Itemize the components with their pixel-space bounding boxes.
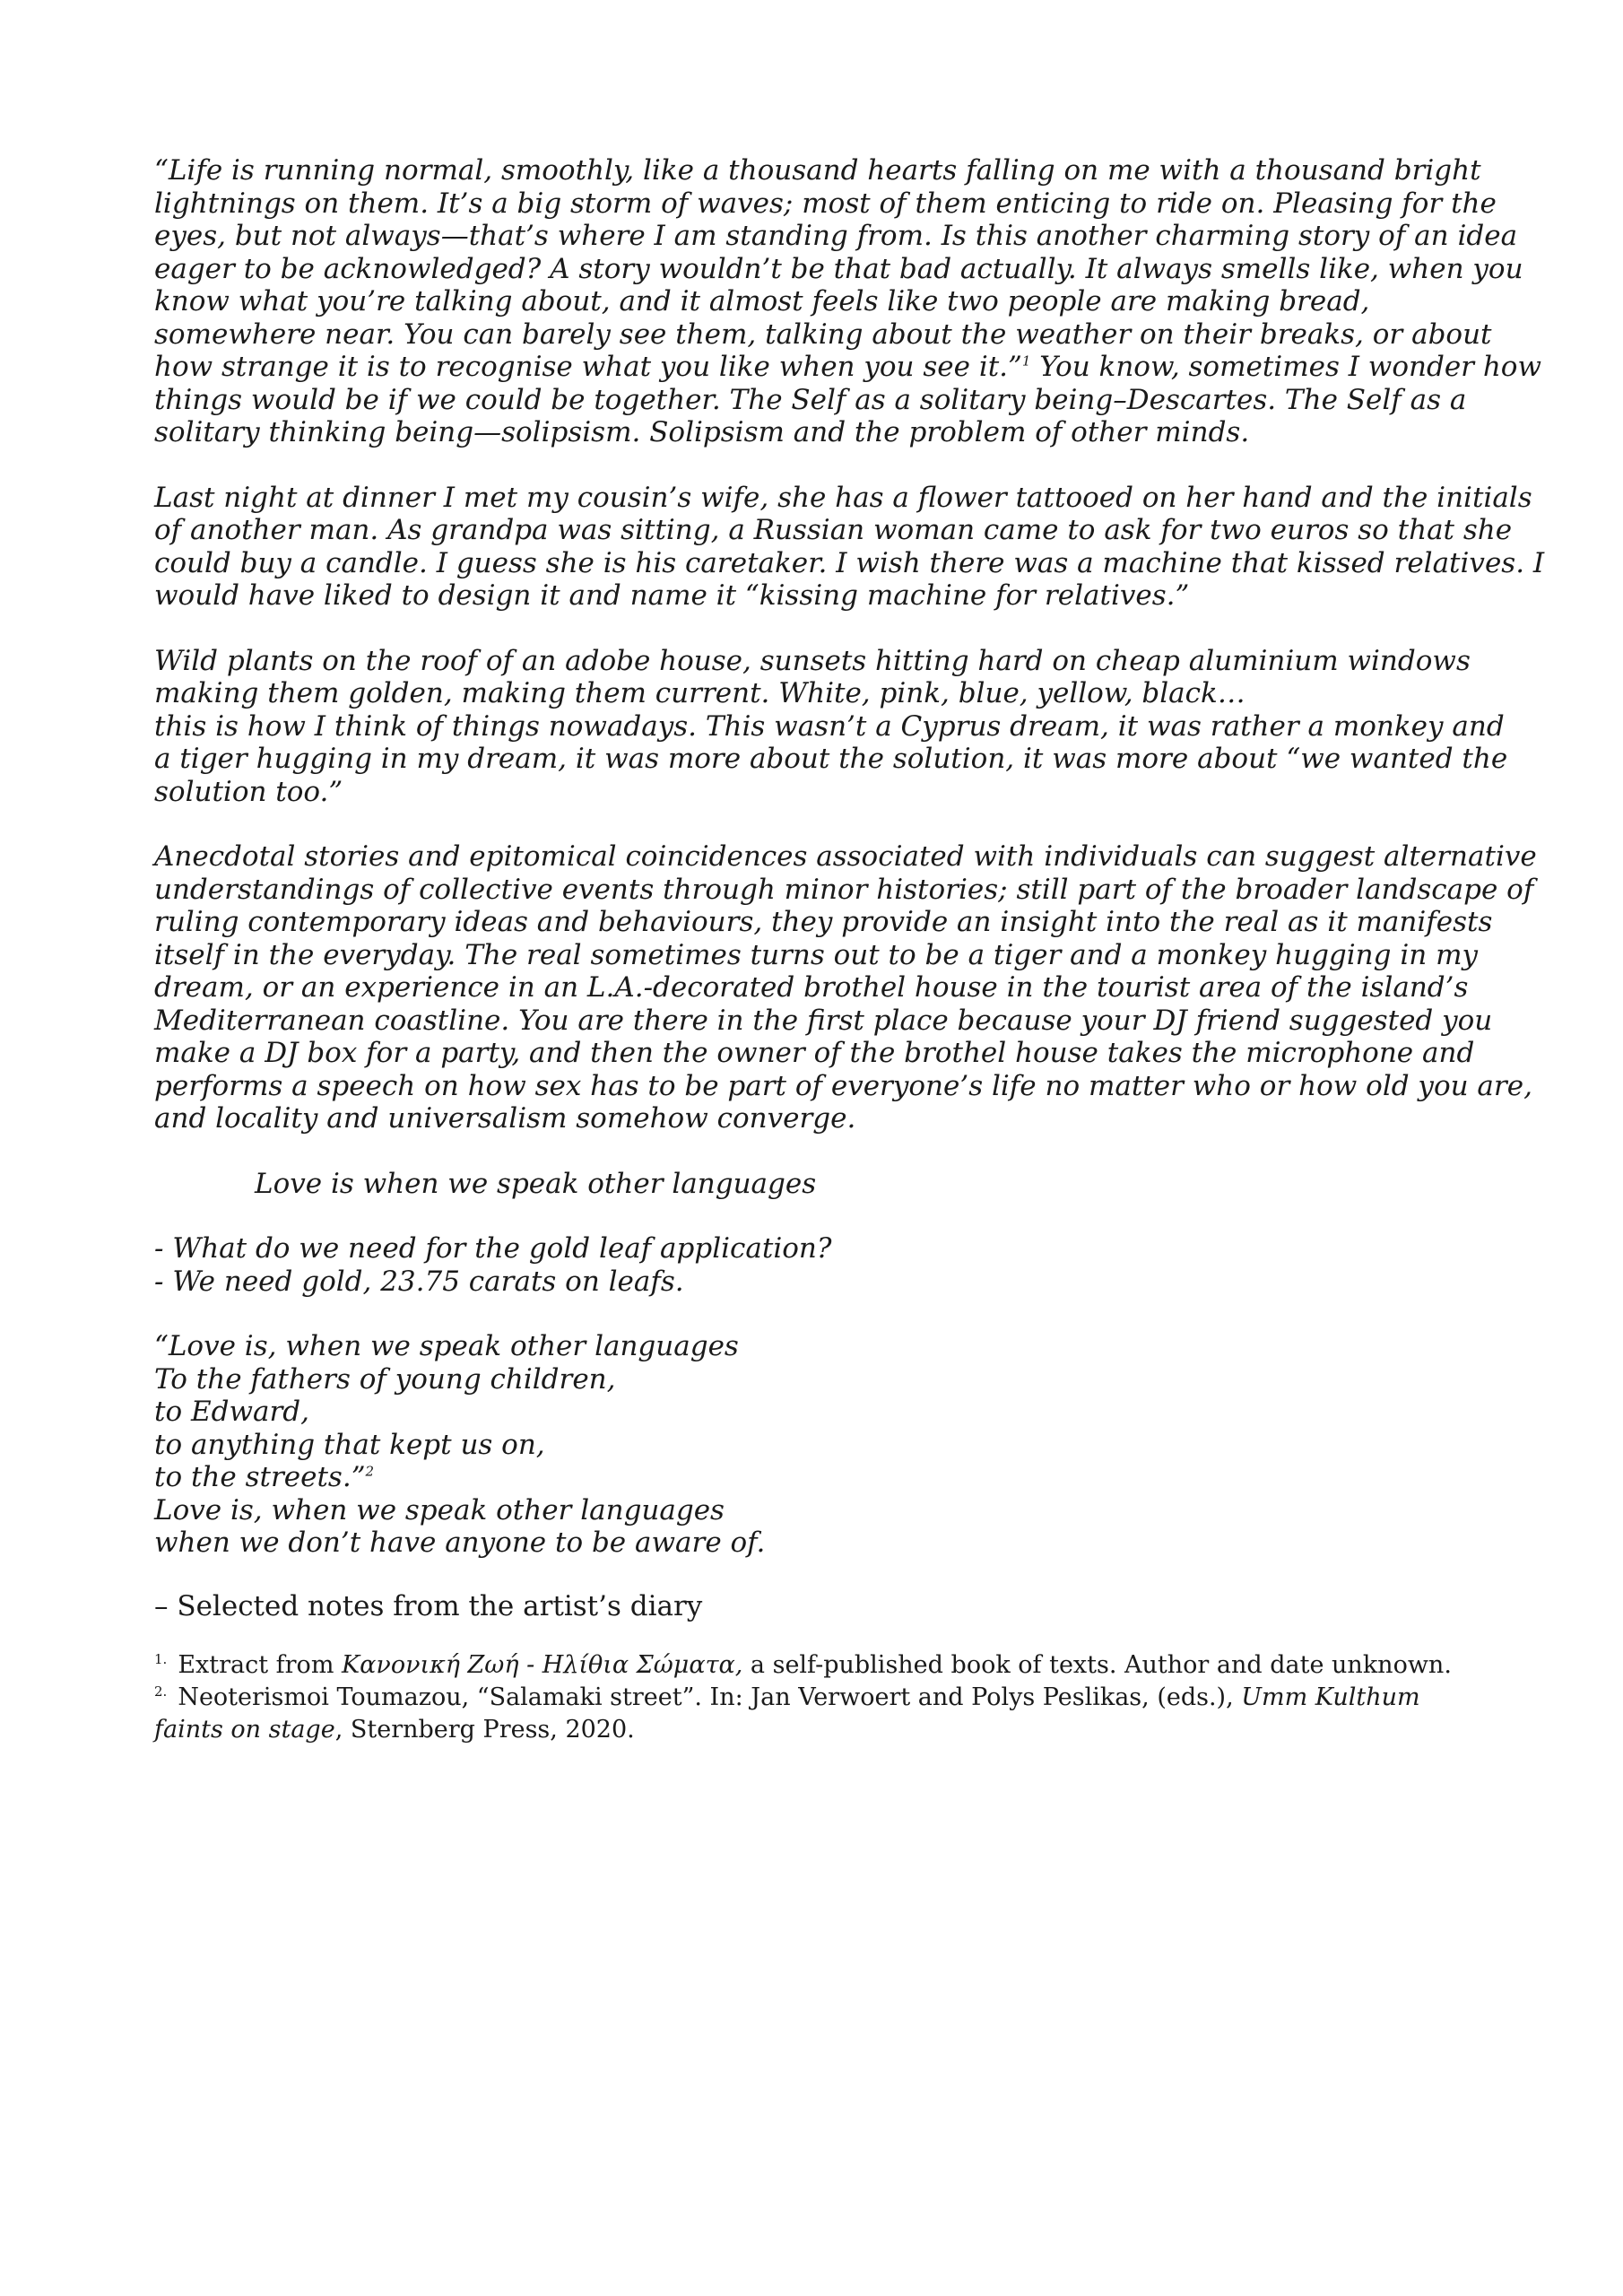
footnote-ref-1: 1 xyxy=(1021,352,1031,370)
poem-line-with-footnote xyxy=(154,1461,1490,1494)
text-line: would have liked to design it and name it “kissing machine for relatives.” xyxy=(154,579,1190,612)
text-line: solitary thinking being—solipsism. Solipsism and the problem of other minds. xyxy=(154,416,1250,448)
footnote-text: Extract from xyxy=(178,1651,342,1679)
footnote-number: 1. xyxy=(154,1651,168,1667)
footnote-1 xyxy=(154,1649,1490,1682)
text-line: make a DJ box for a party, and then the owner of the brothel house takes the microphone and xyxy=(154,1037,1475,1069)
text-line: ruling contemporary ideas and behaviours, they provide an insight into the real as it manifests xyxy=(154,906,1493,938)
text-line: Mediterranean coastline. You are there in the first place because your DJ friend suggested you xyxy=(154,1004,1493,1037)
poem-line: when we don’t have anyone to be aware of. xyxy=(154,1526,766,1559)
text-fragment: You know, sometimes I wonder how xyxy=(1030,351,1542,383)
footnote-title: faints on stage xyxy=(154,1716,335,1744)
footnote-title: Κανονική Ζωή - Ηλίθια Σώματα, xyxy=(342,1651,743,1679)
dialogue xyxy=(154,1232,1490,1298)
text-line: making them golden, making them current. White, pink, blue, yellow, black… xyxy=(154,677,1245,709)
text-line: eyes, but not always—that’s where I am standing from. Is this another charming story of an idea xyxy=(154,220,1518,252)
text-line: lightnings on them. It’s a big storm of waves; most of them enticing to ride on. Pleasing for the xyxy=(154,187,1497,220)
text-line: could buy a candle. I guess she is his caretaker. I wish there was a machine that kissed relatives. I xyxy=(154,546,1545,579)
dialogue-line: - What do we need for the gold leaf application? xyxy=(154,1232,832,1265)
footnote-text: Neoterismoi Toumazou, “Salamaki street”. In: Jan Verwoert and Polys Peslikas, (eds.), xyxy=(178,1683,1242,1711)
text-line: Wild plants on the roof of an adobe house, sunsets hitting hard on cheap aluminium windows xyxy=(154,644,1471,677)
text-line: know what you’re talking about, and it almost feels like two people are making bread, xyxy=(154,285,1370,317)
paragraph-4 xyxy=(154,840,1537,1135)
heading-text: Love is when we speak other languages xyxy=(255,1167,817,1200)
text-line: solution too.” xyxy=(154,775,343,808)
section-heading xyxy=(154,1168,1490,1201)
text-fragment: how strange it is to recognise what you like when you see it.” xyxy=(154,351,1022,383)
poem-line: to Edward, xyxy=(154,1396,309,1428)
text-line: Anecdotal stories and epitomical coincidences associated with individuals can suggest alternative xyxy=(154,840,1537,873)
footnote-2-continued xyxy=(154,1714,1490,1746)
poem-line: to anything that kept us on, xyxy=(154,1428,545,1461)
paragraph-3 xyxy=(154,644,1508,809)
poem xyxy=(154,1330,1490,1560)
footnote-text: a self-published book of texts. Author and date unknown. xyxy=(742,1651,1452,1679)
poem-line: Love is, when we speak other languages xyxy=(154,1493,725,1526)
footnote-ref-2: 2 xyxy=(365,1463,375,1480)
text-line: a tiger hugging in my dream, it was more about the solution, it was more about “we wanted the xyxy=(154,743,1508,775)
text-line: of another man. As grandpa was sitting, a Russian woman came to ask for two euros so that she xyxy=(154,514,1513,546)
text-line: somewhere near. You can barely see them, talking about the weather on their breaks, or about xyxy=(154,317,1492,351)
paragraph-1 xyxy=(154,154,1542,449)
text-line: this is how I think of things nowadays. This wasn’t a Cyprus dream, it was rather a monkey and xyxy=(154,709,1505,743)
text-line: things would be if we could be together. The Self as a solitary being–Descartes. The Self as a xyxy=(154,383,1467,416)
text-line: performs a speech on how sex has to be part of everyone’s life no matter who or how old you are, xyxy=(154,1069,1532,1102)
text-line: itself in the everyday. The real sometimes turns out to be a tiger and a monkey hugging in my xyxy=(154,938,1478,971)
footnotes xyxy=(154,1649,1490,1746)
footnote-title: Umm Kulthum xyxy=(1241,1683,1420,1711)
text-line: “Life is running normal, smoothly, like a thousand hearts falling on me with a thousand bright xyxy=(154,154,1481,187)
dialogue-line: - We need gold, 23.75 carats on leafs. xyxy=(154,1265,684,1298)
text-fragment: to the streets.” xyxy=(154,1461,366,1493)
document-page xyxy=(154,154,1545,1746)
text-line: and locality and universalism somehow converge. xyxy=(154,1102,856,1135)
poem-line: “Love is, when we speak other languages xyxy=(154,1330,739,1362)
paragraph-2 xyxy=(154,481,1545,613)
text-line: eager to be acknowledged? A story wouldn’t be that bad actually. It always smells like, when you xyxy=(154,252,1523,285)
poem-line: To the fathers of young children, xyxy=(154,1362,616,1396)
text-line: Last night at dinner I met my cousin’s wife, she has a flower tattooed on her hand and the initials xyxy=(154,481,1532,514)
footnote-2 xyxy=(154,1682,1490,1714)
footnote-number: 2. xyxy=(154,1683,168,1700)
text-line-with-footnote xyxy=(154,351,1542,384)
text-line: dream, or an experience in an L.A.-decorated brothel house in the tourist area of the island’s xyxy=(154,971,1469,1004)
attribution xyxy=(154,1590,1490,1623)
footnote-text: , Sternberg Press, 2020. xyxy=(334,1716,635,1744)
attribution-text: – Selected notes from the artist’s diary xyxy=(154,1589,703,1622)
text-line: understandings of collective events through minor histories; still part of the broader landscape of xyxy=(154,873,1534,906)
